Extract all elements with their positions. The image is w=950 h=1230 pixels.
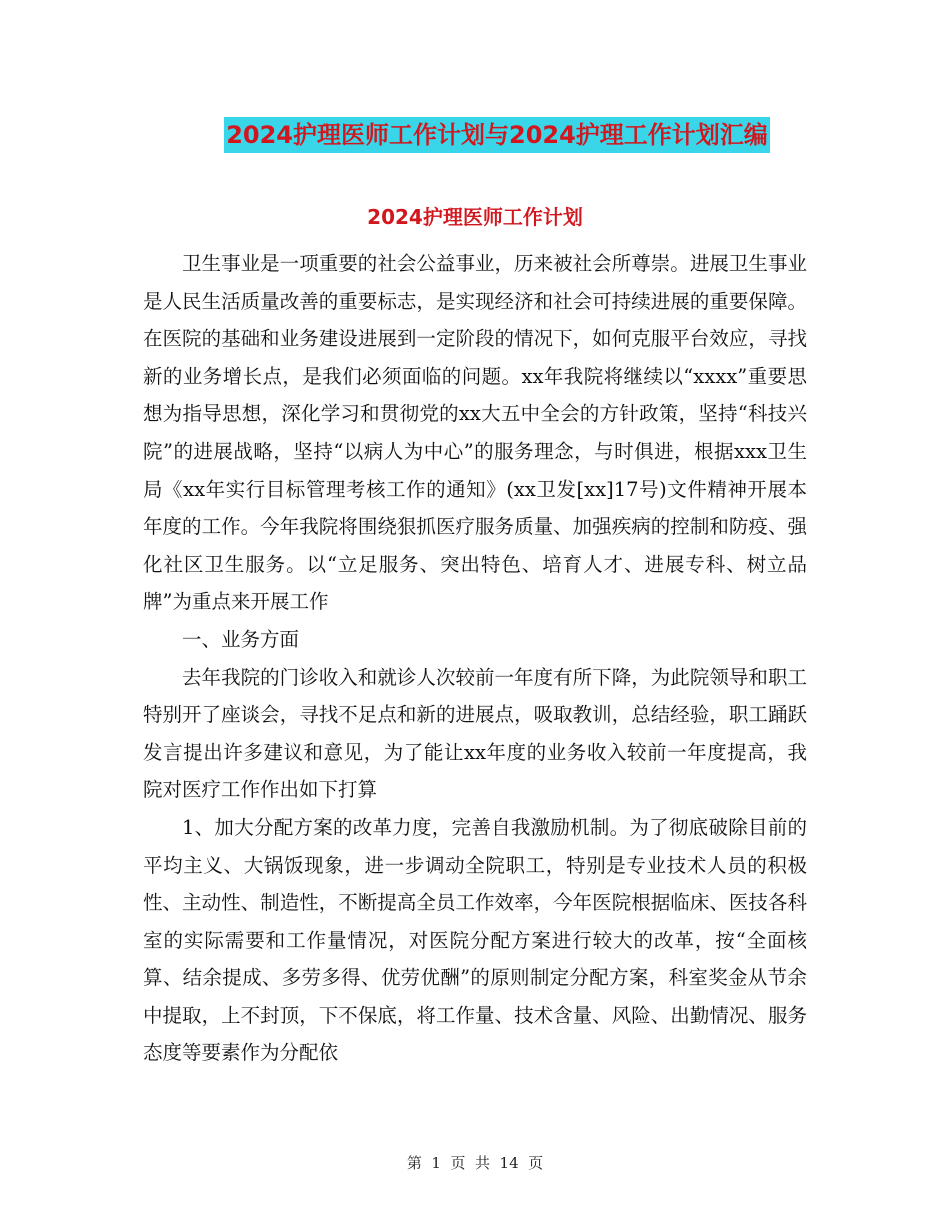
paragraph-distribution-reform: 1、加大分配方案的改革力度，完善自我激励机制。为了彻底破除目前的平均主义、大锅饭现象，进一步调动全院职工，特别是专业技术人员的积极性、主动性、制造性，不断提高全员工作效率，今年医院根据临床、医技各科室的实际需要和工作量情况，对医院分配方案进行较大的改革，按“全面核算、结余提成、多劳多得、优劳优酬”的原则制定分配方案，科室奖金从节余中提取，上不封顶，下不保底，将工作量、技术含量、风险、出勤情况、服务态度等要素作为分配依 [143,815,807,1065]
main-title-text: 2024护理医师工作计划与2024护理工作计划汇编 [224,117,770,153]
paragraph-heading-business: 一、业务方面 [182,627,300,651]
paragraph-last-year-review: 去年我院的门诊收入和就诊人次较前一年度有所下降，为此院领导和职工特别开了座谈会，寻找不足点和新的进展点，吸取教训，总结经验，职工踊跃发言提出许多建议和意见，为了能让xx年度的业务收入较前一年度提高，我院对医疗工作作出如下打算 [143,665,807,802]
paragraph-intro: 卫生事业是一项重要的社会公益事业，历来被社会所尊崇。进展卫生事业是人民生活质量改善的重要标志，是实现经济和社会可持续进展的重要保障。在医院的基础和业务建设进展到一定阶段的情况下，如何克服平台效应，寻找新的业务增长点，是我们必须面临的问题。xx年我院将继续以“xxxx”重要思想为指导思想，深化学习和贯彻党的xx大五中全会的方针政策，坚持“科技兴院”的进展战略，坚持“以病人为中心”的服务理念，与时俱进，根据xxx卫生局《xx年实行目标管理考核工作的通知》(xx卫发[xx]17号)文件精神开展本年度的工作。今年我院将围绕狠抓医疗服务质量、加强疾病的控制和防疫、强化社区卫生服务。以“立足服务、突出特色、培育人才、进展专科、树立品牌”为重点来开展工作 [143,252,807,614]
document-main-title [0,113,950,153]
document-section-title: 2024护理医师工作计划 [367,205,583,229]
page-number-footer: 第 1 页 共 14 页 [406,1154,544,1172]
document-body [143,245,807,1072]
